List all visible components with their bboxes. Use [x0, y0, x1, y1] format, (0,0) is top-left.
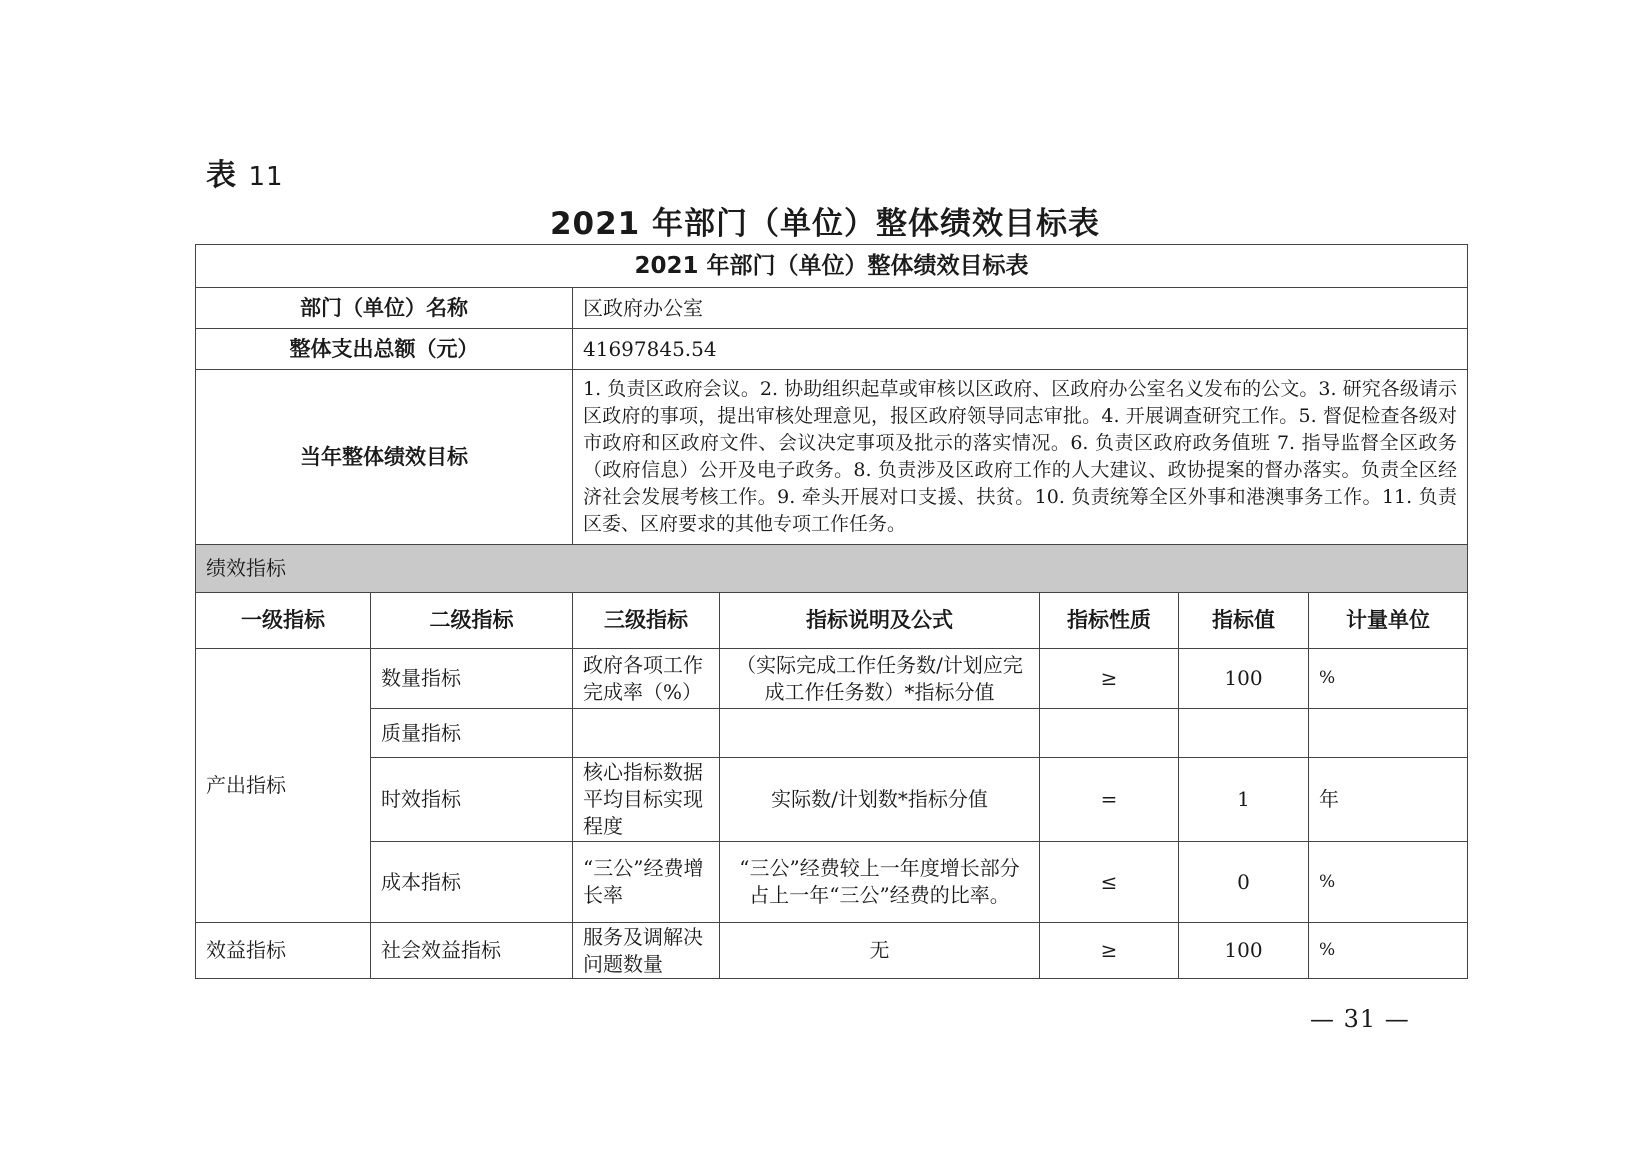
- table-row: [196, 923, 1468, 979]
- level2-cell: 数量指标: [371, 649, 573, 709]
- formula-cell: “三公”经费较上一年度增长部分占上一年“三公”经费的比率。: [720, 842, 1040, 923]
- level1-cell: 效益指标: [196, 923, 371, 979]
- level3-cell: 服务及调解决问题数量: [573, 923, 720, 979]
- table-label-prefix: 表: [206, 158, 237, 193]
- page-title: 2021 年部门（单位）整体绩效目标表: [549, 206, 1101, 242]
- formula-cell: 无: [720, 923, 1040, 979]
- header-unit: 计量单位: [1309, 593, 1468, 649]
- dept-label: 部门（单位）名称: [196, 288, 573, 329]
- nature-cell: ≥: [1040, 923, 1179, 979]
- value-cell: 1: [1179, 758, 1309, 842]
- formula-cell: [720, 709, 1040, 758]
- formula-cell: 实际数/计划数*指标分值: [720, 758, 1040, 842]
- header-level3: 三级指标: [573, 593, 720, 649]
- table-label: [206, 150, 284, 194]
- unit-cell: %: [1309, 923, 1468, 979]
- page-number: — 31 —: [1310, 1005, 1410, 1033]
- header-value: 指标值: [1179, 593, 1309, 649]
- table-title: 2021 年部门（单位）整体绩效目标表: [196, 245, 1468, 288]
- formula-cell: （实际完成工作任务数/计划应完成工作任务数）*指标分值: [720, 649, 1040, 709]
- goal-text: 1. 负责区政府会议。2. 协助组织起草或审核以区政府、区政府办公室名义发布的公文。3. 研究各级请示区政府的事项，提出审核处理意见，报区政府领导同志审批。4. 开展调查研究工作。5. 督促检查各级对市政府和区政府文件、会议决定事项及批示的落实情况。6. 负责区政府政务值班 7. 指导监督全区政务（政府信息）公开及电子政务。8. 负责涉及区政府工作的人大建议、政协提案的督办落实。负责全区经济社会发展考核工作。9. 牵头开展对口支援、扶贫。10. 负责统筹全区外事和港澳事务工作。11. 负责区委、区府要求的其他专项工作任务。: [573, 370, 1468, 545]
- level2-cell: 成本指标: [371, 842, 573, 923]
- header-nature: 指标性质: [1040, 593, 1179, 649]
- header-formula: 指标说明及公式: [720, 593, 1040, 649]
- table-label-number: 11: [248, 162, 284, 192]
- goal-label: 当年整体绩效目标: [196, 370, 573, 545]
- level2-cell: 时效指标: [371, 758, 573, 842]
- level3-cell: [573, 709, 720, 758]
- header-level1: 一级指标: [196, 593, 371, 649]
- table-row: [196, 709, 1468, 758]
- unit-cell: [1309, 709, 1468, 758]
- performance-goal-table: [195, 244, 1468, 979]
- unit-cell: %: [1309, 649, 1468, 709]
- unit-cell: 年: [1309, 758, 1468, 842]
- unit-cell: %: [1309, 842, 1468, 923]
- level2-cell: 社会效益指标: [371, 923, 573, 979]
- table-row: [196, 649, 1468, 709]
- value-cell: 0: [1179, 842, 1309, 923]
- level3-cell: “三公”经费增长率: [573, 842, 720, 923]
- level3-cell: 政府各项工作完成率（%）: [573, 649, 720, 709]
- section-label: 绩效指标: [196, 545, 1468, 593]
- header-level2: 二级指标: [371, 593, 573, 649]
- expense-value: 41697845.54: [573, 329, 1468, 370]
- level1-cell: 产出指标: [196, 649, 371, 923]
- value-cell: 100: [1179, 923, 1309, 979]
- nature-cell: ≥: [1040, 649, 1179, 709]
- table-row: [196, 758, 1468, 842]
- expense-label: 整体支出总额（元）: [196, 329, 573, 370]
- nature-cell: =: [1040, 758, 1179, 842]
- dept-value: 区政府办公室: [573, 288, 1468, 329]
- table-header-row: [196, 593, 1468, 649]
- value-cell: 100: [1179, 649, 1309, 709]
- table-row: [196, 842, 1468, 923]
- level3-cell: 核心指标数据平均目标实现程度: [573, 758, 720, 842]
- nature-cell: [1040, 709, 1179, 758]
- value-cell: [1179, 709, 1309, 758]
- nature-cell: ≤: [1040, 842, 1179, 923]
- level2-cell: 质量指标: [371, 709, 573, 758]
